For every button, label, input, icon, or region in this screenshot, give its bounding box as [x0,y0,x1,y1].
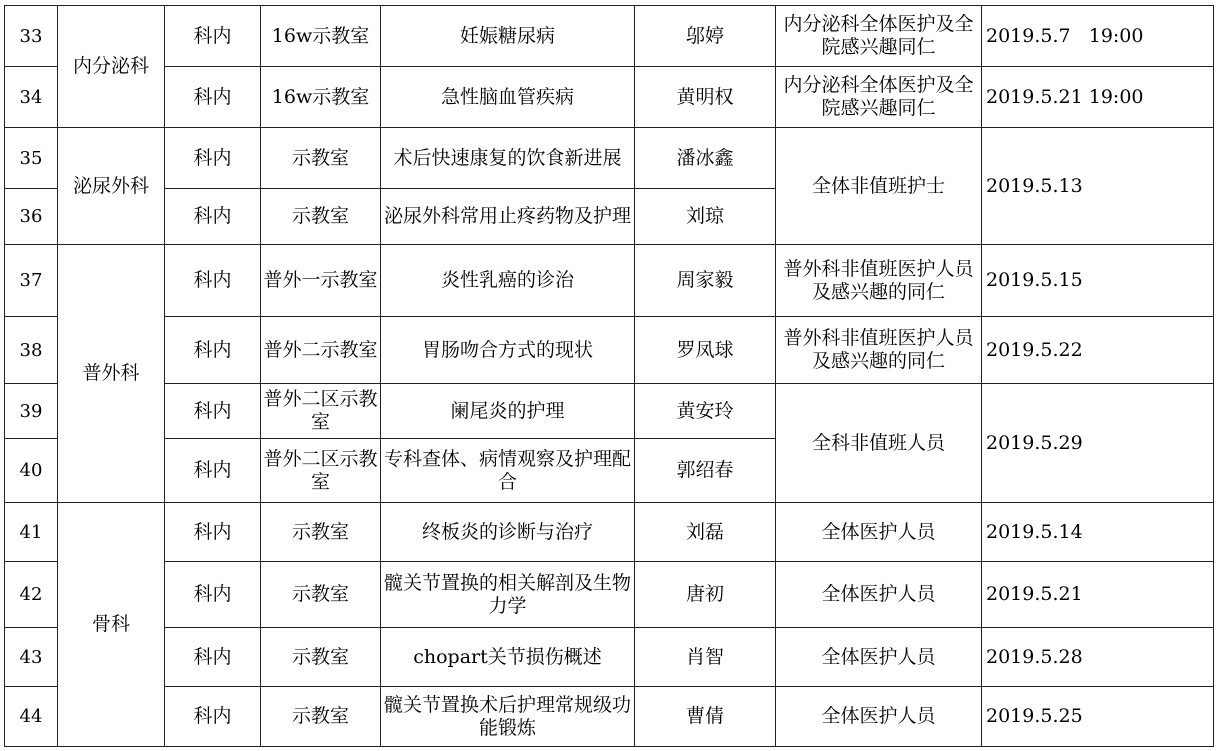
table-row [5,384,1214,439]
row-number: 35 [5,128,58,189]
date-cell: 2019.5.22 [982,317,1214,384]
ward-cell: 科内 [165,384,261,439]
table-row [5,503,1214,562]
date-cell: 2019.5.14 [982,503,1214,562]
speaker-cell: 黄安玲 [635,384,776,439]
department-cell: 普外科 [58,245,165,503]
room-cell: 示教室 [261,128,381,189]
audience-cell: 全体医护人员 [776,503,982,562]
row-number: 41 [5,503,58,562]
row-number: 38 [5,317,58,384]
row-number: 42 [5,562,58,628]
row-number: 44 [5,687,58,747]
table-row [5,562,1214,628]
topic-cell: 髋关节置换术后护理常规级功能锻炼 [381,687,635,747]
speaker-cell: 唐初 [635,562,776,628]
audience-cell: 全体医护人员 [776,562,982,628]
speaker-cell: 刘琼 [635,189,776,245]
audience-cell: 全体医护人员 [776,687,982,747]
speaker-cell: 郭绍春 [635,439,776,503]
room-cell: 示教室 [261,628,381,687]
department-cell: 泌尿外科 [58,128,165,245]
department-cell: 骨科 [58,503,165,747]
topic-cell: 胃肠吻合方式的现状 [381,317,635,384]
row-number: 36 [5,189,58,245]
speaker-cell: 刘磊 [635,503,776,562]
speaker-cell: 黄明权 [635,67,776,128]
topic-cell: 术后快速康复的饮食新进展 [381,128,635,189]
speaker-cell: 曹倩 [635,687,776,747]
ward-cell: 科内 [165,687,261,747]
audience-cell: 内分泌科全体医护及全院感兴趣同仁 [776,67,982,128]
table-row [5,6,1214,67]
table-row [5,628,1214,687]
topic-cell: 终板炎的诊断与治疗 [381,503,635,562]
ward-cell: 科内 [165,628,261,687]
ward-cell: 科内 [165,67,261,128]
topic-cell: 专科查体、病情观察及护理配合 [381,439,635,503]
room-cell: 示教室 [261,687,381,747]
ward-cell: 科内 [165,128,261,189]
ward-cell: 科内 [165,439,261,503]
row-number: 40 [5,439,58,503]
room-cell: 普外二示教室 [261,317,381,384]
room-cell: 示教室 [261,189,381,245]
room-cell: 示教室 [261,503,381,562]
room-cell: 普外二区示教室 [261,384,381,439]
speaker-cell: 罗凤球 [635,317,776,384]
ward-cell: 科内 [165,562,261,628]
date-cell: 2019.5.21 19:00 [982,67,1214,128]
table-row [5,687,1214,747]
speaker-cell: 肖智 [635,628,776,687]
table-row [5,245,1214,317]
row-number: 43 [5,628,58,687]
audience-cell: 全体非值班护士 [776,128,982,245]
department-cell: 内分泌科 [58,6,165,128]
date-cell: 2019.5.21 [982,562,1214,628]
ward-cell: 科内 [165,317,261,384]
table-row [5,67,1214,128]
row-number: 37 [5,245,58,317]
topic-cell: 妊娠糖尿病 [381,6,635,67]
audience-cell: 普外科非值班医护人员及感兴趣的同仁 [776,245,982,317]
date-cell: 2019.5.13 [982,128,1214,245]
table-row [5,317,1214,384]
date-cell: 2019.5.25 [982,687,1214,747]
ward-cell: 科内 [165,503,261,562]
topic-cell: chopart关节损伤概述 [381,628,635,687]
lecture-schedule-table [4,5,1214,747]
audience-cell: 全科非值班人员 [776,384,982,503]
topic-cell: 泌尿外科常用止疼药物及护理 [381,189,635,245]
date-cell: 2019.5.28 [982,628,1214,687]
row-number: 34 [5,67,58,128]
ward-cell: 科内 [165,189,261,245]
speaker-cell: 邬婷 [635,6,776,67]
room-cell: 16w示教室 [261,67,381,128]
date-cell: 2019.5.7 19:00 [982,6,1214,67]
room-cell: 示教室 [261,562,381,628]
topic-cell: 炎性乳癌的诊治 [381,245,635,317]
date-cell: 2019.5.29 [982,384,1214,503]
ward-cell: 科内 [165,245,261,317]
table-row [5,128,1214,189]
speaker-cell: 潘冰鑫 [635,128,776,189]
audience-cell: 内分泌科全体医护及全院感兴趣同仁 [776,6,982,67]
audience-cell: 全体医护人员 [776,628,982,687]
audience-cell: 普外科非值班医护人员及感兴趣的同仁 [776,317,982,384]
room-cell: 16w示教室 [261,6,381,67]
topic-cell: 阑尾炎的护理 [381,384,635,439]
room-cell: 普外二区示教室 [261,439,381,503]
topic-cell: 急性脑血管疾病 [381,67,635,128]
ward-cell: 科内 [165,6,261,67]
date-cell: 2019.5.15 [982,245,1214,317]
row-number: 39 [5,384,58,439]
topic-cell: 髋关节置换的相关解剖及生物力学 [381,562,635,628]
row-number: 33 [5,6,58,67]
speaker-cell: 周家毅 [635,245,776,317]
room-cell: 普外一示教室 [261,245,381,317]
